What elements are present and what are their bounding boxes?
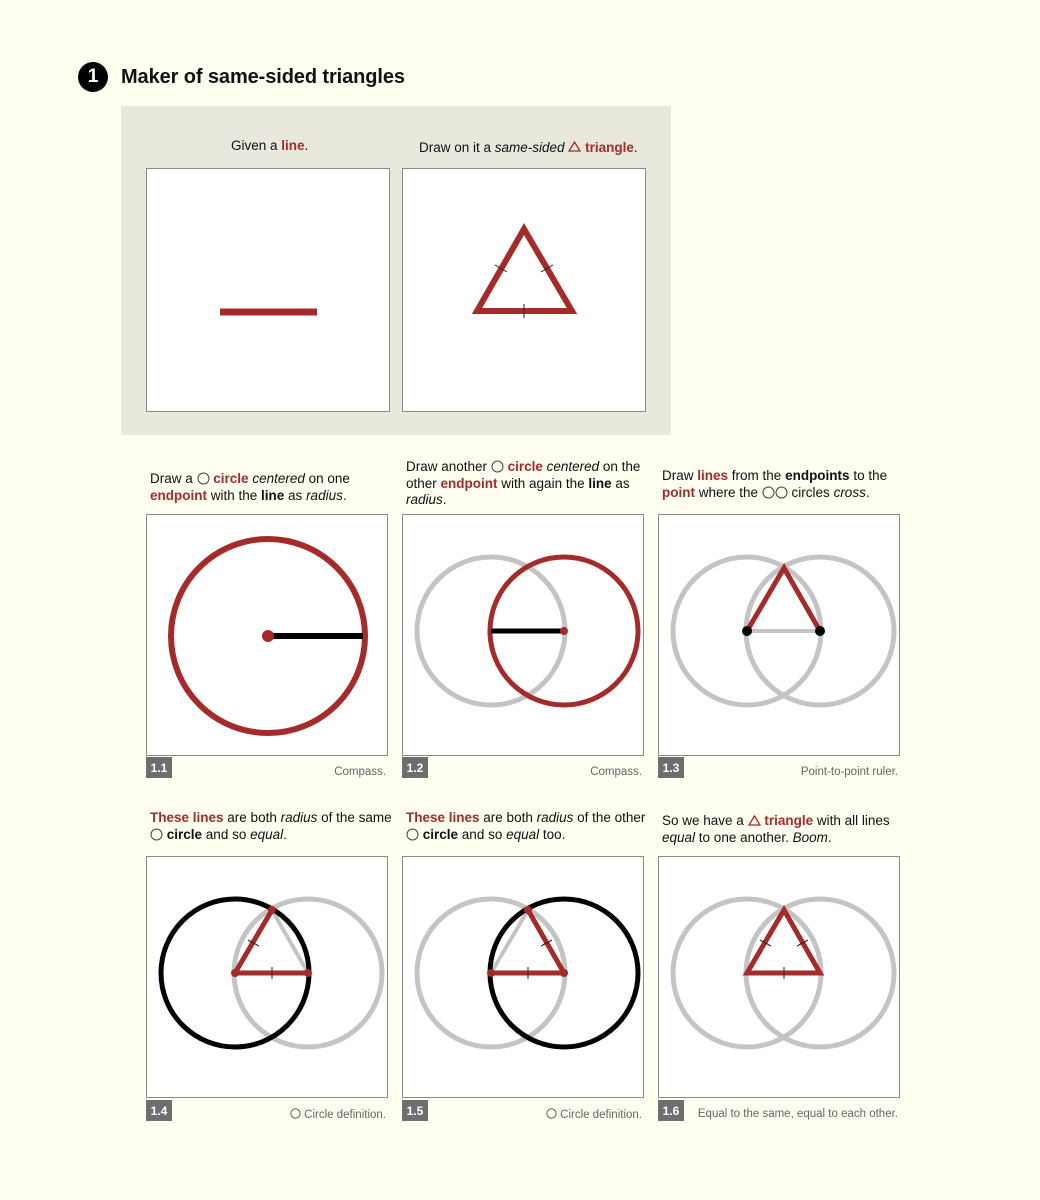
circle-icon: [775, 486, 788, 499]
section-number-badge: 1: [78, 62, 108, 92]
step-note: Circle definition.: [290, 1108, 386, 1121]
step-1-4-caption: These lines are both radius of the same circle and so equal.: [150, 810, 392, 842]
circle-icon: [406, 828, 419, 841]
radius-pair: [491, 910, 564, 973]
triangle-icon: [748, 815, 761, 826]
endpoint: [742, 626, 752, 636]
vertex: [524, 906, 532, 914]
step-1-6-caption: So we have a triangle with all lines equal to one another. Boom.: [662, 813, 890, 845]
triangle-sides: [747, 568, 820, 631]
circle-icon: [290, 1108, 301, 1119]
step-1-3-caption: Draw lines from the endpoints to the point where the circles cross.: [662, 468, 888, 500]
step-note: Compass.: [334, 766, 386, 778]
step-1-3-panel: [658, 514, 900, 756]
goal-caption: Draw on it a same-sided triangle.: [419, 140, 638, 155]
goal-triangle: [477, 229, 572, 311]
step-note: Compass.: [590, 766, 642, 778]
step-1-5-caption: These lines are both radius of the other circle and so equal too.: [406, 810, 646, 842]
step-note: Circle definition.: [546, 1108, 642, 1121]
step-number-badge: 1.6: [658, 1100, 684, 1121]
given-line-panel: [146, 168, 390, 412]
triangle-icon: [568, 140, 581, 157]
step-number-badge: 1.5: [402, 1100, 428, 1121]
step-number-badge: 1.1: [146, 757, 172, 778]
step-note: Equal to the same, equal to each other.: [697, 1108, 898, 1120]
step-1-1-caption: Draw a circle centered on one endpoint with the line as radius.: [150, 471, 350, 503]
step-number-badge: 1.3: [658, 757, 684, 778]
step-1-2-panel: [402, 514, 644, 756]
center-point: [560, 627, 568, 635]
step-note: Point-to-point ruler.: [800, 766, 898, 778]
vertex: [268, 906, 276, 914]
step-1-5-panel: [402, 856, 644, 1098]
vertex: [560, 969, 568, 977]
circle-icon: [546, 1108, 557, 1119]
step-number-badge: 1.4: [146, 1100, 172, 1121]
given-caption: Given a line.: [231, 138, 309, 153]
step-1-1-panel: [146, 514, 388, 756]
step-number-badge: 1.2: [402, 757, 428, 778]
circle-icon: [197, 472, 210, 485]
endpoint: [815, 626, 825, 636]
step-1-6-panel: [658, 856, 900, 1098]
goal-triangle-panel: [402, 168, 646, 412]
circle-icon: [150, 828, 163, 841]
circle-icon: [491, 460, 504, 473]
vertex: [487, 969, 495, 977]
step-1-4-panel: [146, 856, 388, 1098]
radius-pair: [235, 910, 308, 973]
section-header: [78, 62, 405, 92]
section-title: Maker of same-sided triangles: [121, 65, 405, 88]
vertex: [304, 969, 312, 977]
vertex: [231, 969, 239, 977]
circle-icon: [762, 486, 775, 499]
step-1-2-caption: Draw another circle centered on the other endpoint with again the line as radius.: [406, 459, 641, 507]
center-point: [262, 630, 274, 642]
equilateral-triangle: [747, 910, 820, 973]
